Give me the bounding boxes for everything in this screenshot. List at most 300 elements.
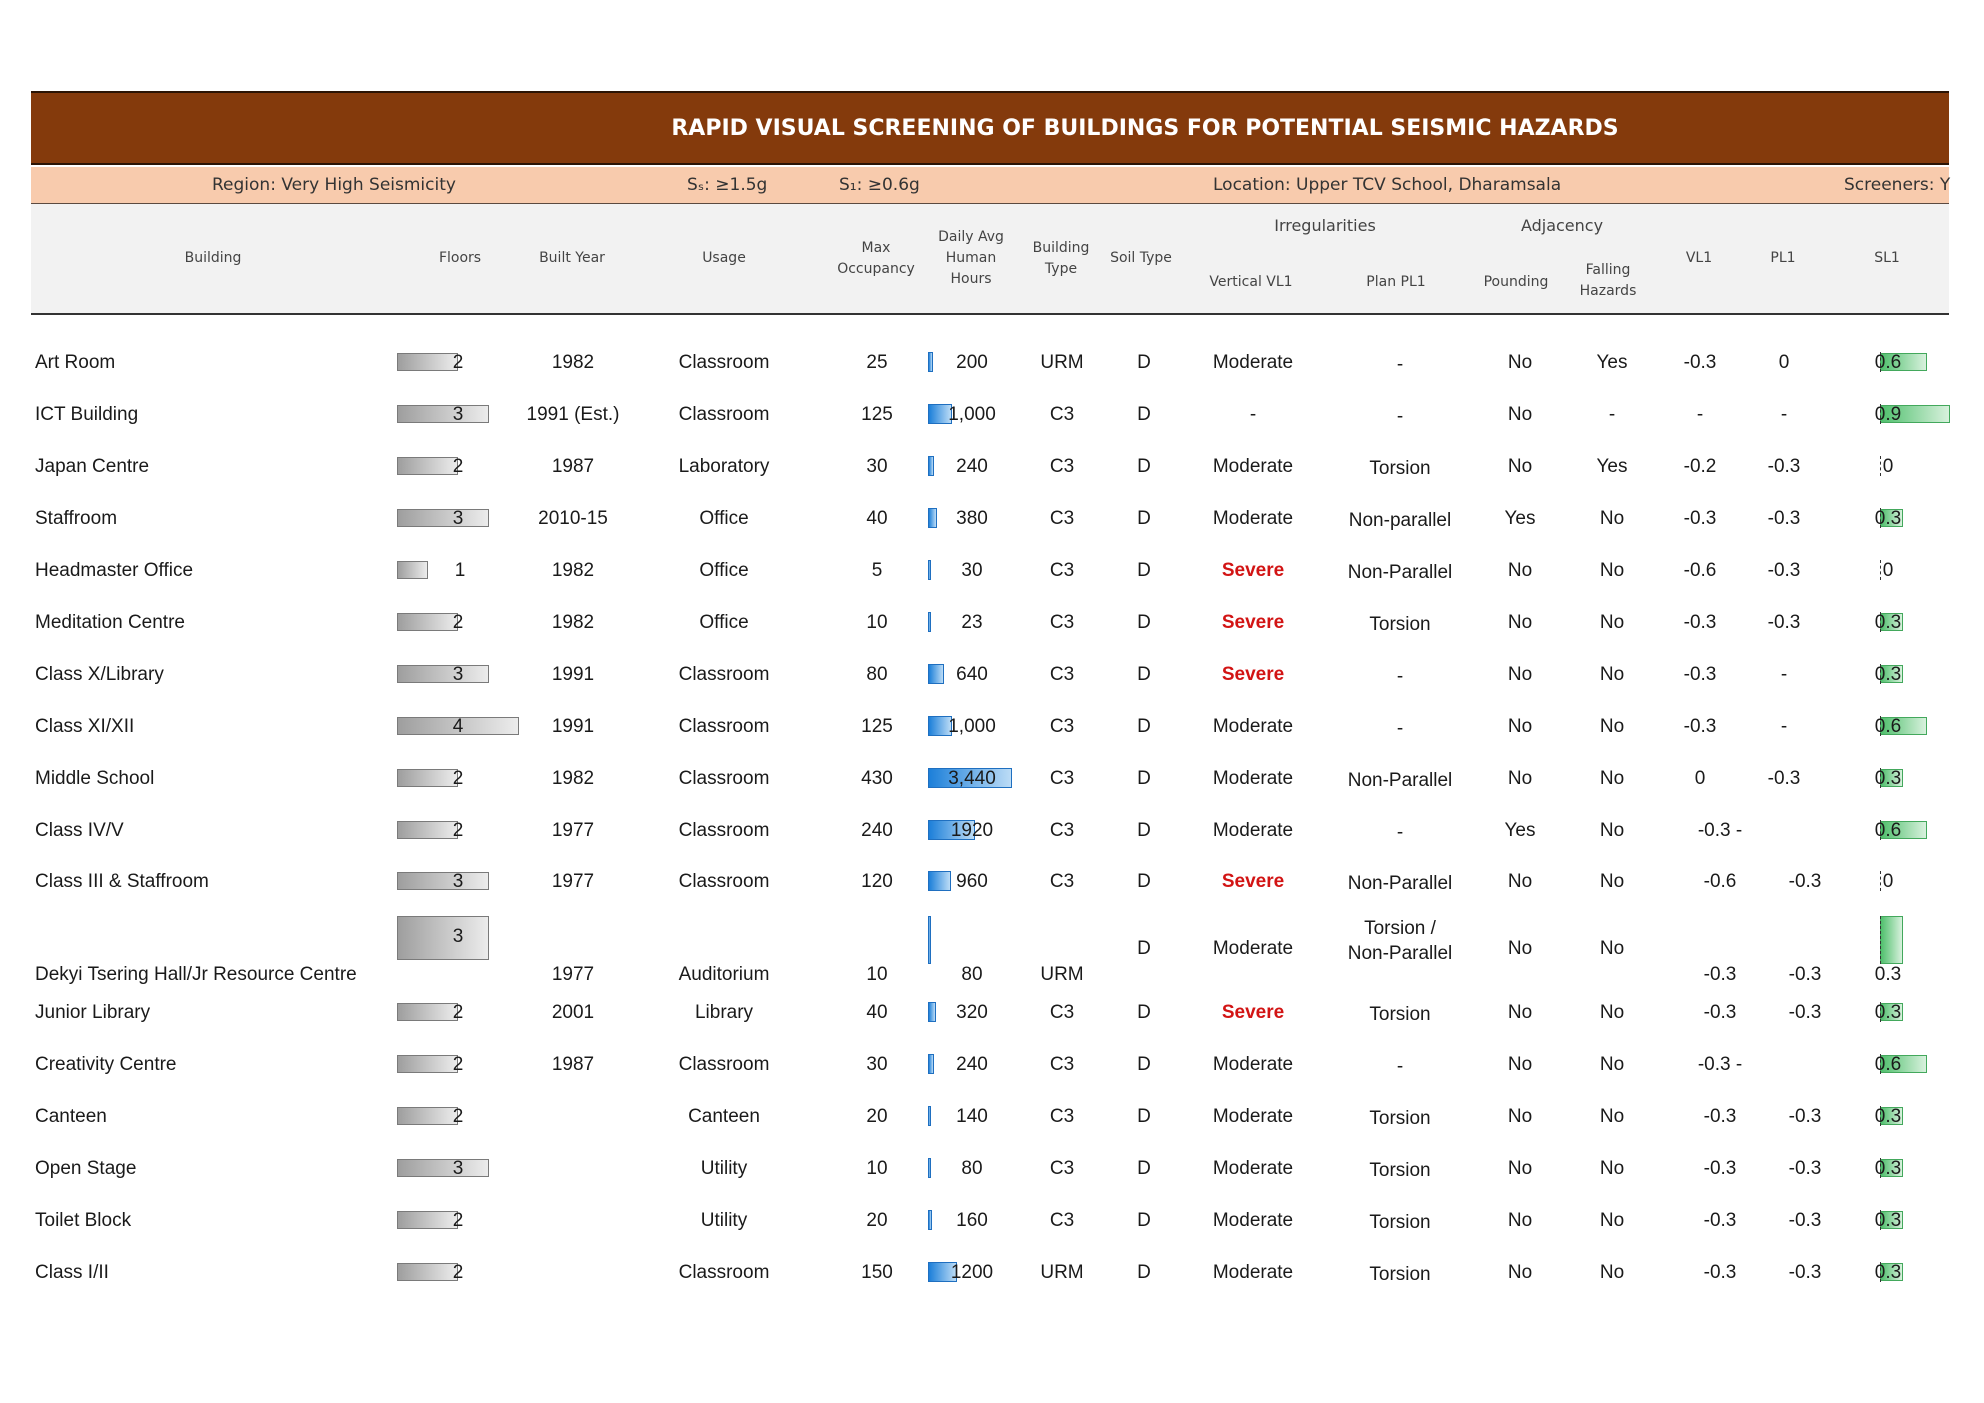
pl1-value: -0.3 [1788, 871, 1822, 892]
header-building: Building [184, 250, 242, 266]
vertical-irregularity: - [1249, 404, 1257, 425]
soil-type: D [1137, 1002, 1151, 1023]
pl1-value: 0 [1778, 352, 1790, 373]
floors-bar [397, 457, 458, 475]
falling-hazards: No [1599, 938, 1625, 959]
table-row [0, 1146, 1984, 1186]
soil-type: D [1137, 938, 1151, 959]
vl1-value: -0.2 [1683, 456, 1717, 477]
pl1-value: - [1780, 404, 1788, 425]
pounding: No [1507, 1262, 1533, 1283]
hours-bar [928, 1002, 936, 1022]
building-type: C3 [1049, 456, 1075, 477]
vl1-value: -0.3 - [1697, 1054, 1743, 1075]
max-occupancy: 430 [861, 768, 893, 789]
screeners-label: Screeners: Y [1844, 175, 1951, 195]
max-occupancy: 30 [866, 1054, 888, 1075]
s1-label: S₁: ≥0.6g [839, 175, 920, 195]
vl1-value: - [1696, 404, 1704, 425]
built-year: 1987 [551, 1054, 595, 1075]
daily-hours: 160 [956, 1210, 988, 1231]
falling-hazards: No [1599, 768, 1625, 789]
usage: Classroom [678, 871, 770, 892]
hours-bar [928, 352, 933, 372]
hours-bar [928, 1158, 931, 1178]
soil-type: D [1137, 404, 1151, 425]
falling-hazards: Yes [1596, 456, 1628, 477]
floors-bar [397, 353, 458, 371]
usage: Office [699, 560, 749, 581]
soil-type: D [1137, 820, 1151, 841]
soil-type: D [1137, 1158, 1151, 1179]
table-row [0, 444, 1984, 484]
plan-irregularity: Torsion [1369, 458, 1431, 479]
pounding: Yes [1504, 820, 1536, 841]
hours-bar [928, 508, 937, 528]
sl1-bar [1880, 916, 1903, 964]
vertical-irregularity: Moderate [1212, 1210, 1294, 1231]
floors-value: 2 [452, 1002, 464, 1023]
vertical-irregularity: Moderate [1212, 1262, 1294, 1283]
header-sl1: SL1 [1874, 250, 1900, 266]
vertical-irregularity: Severe [1221, 560, 1285, 581]
building-name: Japan Centre [35, 456, 150, 477]
floors-bar [397, 665, 489, 683]
info-bar [31, 167, 1949, 204]
building-name: Class XI/XII [35, 716, 135, 737]
pounding: No [1507, 612, 1533, 633]
floors-bar [397, 872, 489, 890]
sl1-value: 0 [1882, 871, 1894, 892]
floors-value: 3 [452, 664, 464, 685]
pounding: No [1507, 716, 1533, 737]
plan-irregularity: Torsion [1369, 1160, 1431, 1181]
floors-value: 2 [452, 820, 464, 841]
daily-hours: 80 [961, 964, 983, 985]
sl1-value: 0.3 [1874, 612, 1902, 633]
max-occupancy: 20 [866, 1210, 888, 1231]
building-name: Meditation Centre [35, 612, 185, 633]
floors-value: 4 [452, 716, 464, 737]
usage: Office [699, 508, 749, 529]
soil-type: D [1137, 456, 1151, 477]
hours-bar [928, 1106, 931, 1126]
header-floors: Floors [438, 250, 482, 266]
max-occupancy: 125 [861, 404, 893, 425]
hours-bar [928, 612, 931, 632]
building-type: C3 [1049, 871, 1075, 892]
pounding: No [1507, 456, 1533, 477]
usage: Utility [700, 1158, 748, 1179]
pounding: No [1507, 664, 1533, 685]
floors-value: 2 [452, 352, 464, 373]
hours-bar [928, 916, 931, 964]
table-row [0, 990, 1984, 1030]
falling-hazards: No [1599, 612, 1625, 633]
building-name: Open Stage [35, 1158, 137, 1179]
header-soil-type: Soil Type [1110, 250, 1172, 266]
sl1-value: 0 [1882, 560, 1894, 581]
vertical-irregularity: Moderate [1212, 508, 1294, 529]
header-usage: Usage [702, 250, 746, 266]
falling-hazards: No [1599, 664, 1625, 685]
header-falling: Falling Hazards [1579, 262, 1637, 299]
building-type: C3 [1049, 1054, 1075, 1075]
pounding: No [1507, 352, 1533, 373]
sl1-value: 0.6 [1874, 716, 1902, 737]
max-occupancy: 30 [866, 456, 888, 477]
vl1-value: -0.3 - [1697, 820, 1743, 841]
falling-hazards: No [1599, 508, 1625, 529]
soil-type: D [1137, 1106, 1151, 1127]
daily-hours: 240 [956, 456, 988, 477]
pl1-value: -0.3 [1767, 612, 1801, 633]
daily-hours: 320 [956, 1002, 988, 1023]
max-occupancy: 150 [861, 1262, 893, 1283]
building-name: Class III & Staffroom [35, 871, 209, 892]
pl1-value: -0.3 [1788, 1158, 1822, 1179]
daily-hours: 3,440 [948, 768, 996, 789]
table-header [31, 204, 1949, 315]
falling-hazards: No [1599, 1106, 1625, 1127]
pounding: Yes [1504, 508, 1536, 529]
vl1-value: -0.3 [1703, 1210, 1737, 1231]
vl1-value: -0.3 [1683, 508, 1717, 529]
vl1-value: -0.3 [1683, 716, 1717, 737]
max-occupancy: 10 [866, 612, 888, 633]
usage: Canteen [688, 1106, 760, 1127]
floors-bar [397, 1107, 458, 1125]
usage: Laboratory [678, 456, 770, 477]
region-label: Region: Very High Seismicity [212, 175, 456, 195]
sl1-value: 0.3 [1874, 1158, 1902, 1179]
header-max-occupancy: Max Occupancy [837, 240, 915, 277]
building-name: Staffroom [35, 508, 118, 529]
header-building-type: Building Type [1032, 240, 1090, 277]
building-type: C3 [1049, 1002, 1075, 1023]
header-adjacency: Adjacency [1520, 216, 1604, 235]
building-name: Class I/II [35, 1262, 109, 1283]
plan-irregularity: Torsion [1369, 1108, 1431, 1129]
daily-hours: 960 [956, 871, 988, 892]
vl1-value: 0 [1694, 768, 1706, 789]
building-type: URM [1040, 1262, 1084, 1283]
max-occupancy: 120 [861, 871, 893, 892]
table-row [0, 808, 1984, 848]
falling-hazards: No [1599, 1002, 1625, 1023]
table-row [0, 652, 1984, 692]
floors-value: 1 [454, 560, 466, 581]
floors-bar [397, 1055, 458, 1073]
built-year: 1977 [551, 964, 595, 985]
built-year: 2010-15 [538, 508, 608, 529]
plan-irregularity: - [1396, 1056, 1404, 1077]
sl1-axis [1880, 560, 1881, 580]
building-type: C3 [1049, 560, 1075, 581]
floors-value: 3 [452, 1158, 464, 1179]
vl1-value: -0.3 [1703, 1158, 1737, 1179]
building-type: C3 [1049, 508, 1075, 529]
table-row [0, 1198, 1984, 1238]
soil-type: D [1137, 1054, 1151, 1075]
hours-bar [928, 560, 931, 580]
pl1-value: -0.3 [1767, 508, 1801, 529]
built-year: 1987 [551, 456, 595, 477]
floors-value: 3 [452, 404, 464, 425]
floors-bar [397, 613, 458, 631]
usage: Office [699, 612, 749, 633]
pounding: No [1507, 404, 1533, 425]
pounding: No [1507, 1158, 1533, 1179]
floors-bar [397, 561, 428, 579]
usage: Classroom [678, 768, 770, 789]
daily-hours: 1,000 [948, 404, 996, 425]
pounding: No [1507, 938, 1533, 959]
falling-hazards: No [1599, 820, 1625, 841]
daily-hours: 30 [961, 560, 983, 581]
table-row [0, 392, 1984, 432]
building-name: Dekyi Tsering Hall/Jr Resource Centre [35, 964, 357, 985]
building-name: Middle School [35, 768, 155, 789]
plan-irregularity: - [1396, 718, 1404, 739]
soil-type: D [1137, 560, 1151, 581]
pounding: No [1507, 1106, 1533, 1127]
building-type: C3 [1049, 716, 1075, 737]
floors-bar [397, 1159, 489, 1177]
soil-type: D [1137, 352, 1151, 373]
header-vl1: VL1 [1685, 250, 1713, 266]
pl1-value: -0.3 [1788, 1262, 1822, 1283]
report-title: RAPID VISUAL SCREENING OF BUILDINGS FOR POTENTIAL SEISMIC HAZARDS [31, 91, 1949, 165]
daily-hours: 1,000 [948, 716, 996, 737]
built-year: 1982 [551, 352, 595, 373]
pl1-value: -0.3 [1788, 1106, 1822, 1127]
pounding: No [1507, 1002, 1533, 1023]
daily-hours: 140 [956, 1106, 988, 1127]
vertical-irregularity: Moderate [1212, 768, 1294, 789]
max-occupancy: 125 [861, 716, 893, 737]
building-type: C3 [1049, 1106, 1075, 1127]
floors-bar [397, 1263, 458, 1281]
vertical-irregularity: Severe [1221, 664, 1285, 685]
usage: Auditorium [678, 964, 770, 985]
vertical-irregularity: Moderate [1212, 820, 1294, 841]
soil-type: D [1137, 871, 1151, 892]
pounding: No [1507, 1054, 1533, 1075]
table-row [0, 756, 1984, 796]
plan-irregularity: Torsion [1369, 614, 1431, 635]
vertical-irregularity: Severe [1221, 612, 1285, 633]
pl1-value: -0.3 [1767, 560, 1801, 581]
header-daily-hours: Daily Avg Human Hours [938, 229, 1004, 287]
plan-irregularity: - [1396, 406, 1404, 427]
vertical-irregularity: Moderate [1212, 1054, 1294, 1075]
soil-type: D [1137, 508, 1151, 529]
building-type: C3 [1049, 404, 1075, 425]
falling-hazards: No [1599, 1158, 1625, 1179]
pl1-value: -0.3 [1767, 768, 1801, 789]
soil-type: D [1137, 664, 1151, 685]
floors-value: 2 [452, 1054, 464, 1075]
sl1-value: 0.3 [1874, 1106, 1902, 1127]
pl1-value: - [1780, 716, 1788, 737]
daily-hours: 1200 [950, 1262, 994, 1283]
vl1-value: -0.3 [1703, 1002, 1737, 1023]
table-row [0, 704, 1984, 744]
vertical-irregularity: Severe [1221, 1002, 1285, 1023]
soil-type: D [1137, 612, 1151, 633]
plan-irregularity: Non-parallel [1348, 510, 1452, 531]
usage: Classroom [678, 404, 770, 425]
plan-irregularity: Non-Parallel [1347, 873, 1453, 894]
vl1-value: -0.6 [1683, 560, 1717, 581]
falling-hazards: No [1599, 871, 1625, 892]
building-name: Creativity Centre [35, 1054, 177, 1075]
sl1-value: 0.6 [1874, 1054, 1902, 1075]
building-type: C3 [1049, 1210, 1075, 1231]
sl1-value: 0.3 [1874, 768, 1902, 789]
table-row [0, 548, 1984, 588]
building-name: ICT Building [35, 404, 139, 425]
plan-irregularity: Torsion [1369, 1004, 1431, 1025]
vl1-value: -0.3 [1683, 612, 1717, 633]
pl1-value: -0.3 [1788, 964, 1822, 985]
floors-bar [397, 1003, 458, 1021]
max-occupancy: 5 [871, 560, 883, 581]
falling-hazards: Yes [1596, 352, 1628, 373]
built-year: 1982 [551, 768, 595, 789]
table-row [0, 600, 1984, 640]
vertical-irregularity: Severe [1221, 871, 1285, 892]
sl1-value: 0.6 [1874, 352, 1902, 373]
building-type: C3 [1049, 612, 1075, 633]
building-type: C3 [1049, 1158, 1075, 1179]
table-row [0, 918, 1984, 985]
usage: Classroom [678, 820, 770, 841]
max-occupancy: 10 [866, 964, 888, 985]
ss-label: Sₛ: ≥1.5g [687, 175, 768, 195]
building-name: Class IV/V [35, 820, 124, 841]
falling-hazards: No [1599, 560, 1625, 581]
built-year: 1991 [551, 664, 595, 685]
floors-bar [397, 405, 489, 423]
plan-irregularity: - [1396, 354, 1404, 375]
pl1-value: -0.3 [1788, 1210, 1822, 1231]
header-plan: Plan PL1 [1366, 274, 1426, 290]
building-type: C3 [1049, 768, 1075, 789]
floors-bar [397, 769, 458, 787]
falling-hazards: No [1599, 716, 1625, 737]
daily-hours: 200 [956, 352, 988, 373]
pl1-value: - [1780, 664, 1788, 685]
floors-value: 2 [452, 1262, 464, 1283]
usage: Classroom [678, 664, 770, 685]
built-year: 2001 [551, 1002, 595, 1023]
vertical-irregularity: Moderate [1212, 352, 1294, 373]
max-occupancy: 10 [866, 1158, 888, 1179]
usage: Utility [700, 1210, 748, 1231]
sl1-axis [1880, 456, 1881, 476]
built-year: 1991 (Est.) [526, 404, 620, 425]
header-built-year: Built Year [539, 250, 605, 266]
soil-type: D [1137, 768, 1151, 789]
building-type: C3 [1049, 820, 1075, 841]
vertical-irregularity: Moderate [1212, 1106, 1294, 1127]
table-row [0, 340, 1984, 380]
built-year: 1991 [551, 716, 595, 737]
built-year: 1977 [551, 820, 595, 841]
sl1-value: 0.6 [1874, 820, 1902, 841]
usage: Library [694, 1002, 754, 1023]
building-name: Headmaster Office [35, 560, 194, 581]
location-label: Location: Upper TCV School, Dharamsala [1213, 175, 1562, 195]
falling-hazards: No [1599, 1054, 1625, 1075]
vl1-value: -0.3 [1703, 964, 1737, 985]
pl1-value: -0.3 [1767, 456, 1801, 477]
table-row [0, 1042, 1984, 1082]
plan-irregularity: Torsion [1369, 1264, 1431, 1285]
vl1-value: -0.3 [1703, 1262, 1737, 1283]
sl1-axis [1880, 916, 1881, 964]
sl1-axis [1880, 871, 1881, 891]
vertical-irregularity: Moderate [1212, 1158, 1294, 1179]
floors-value: 3 [452, 508, 464, 529]
pounding: No [1507, 560, 1533, 581]
building-name: Class X/Library [35, 664, 164, 685]
floors-value: 2 [452, 1210, 464, 1231]
building-type: C3 [1049, 664, 1075, 685]
vertical-irregularity: Moderate [1212, 716, 1294, 737]
daily-hours: 80 [961, 1158, 983, 1179]
floors-value: 2 [452, 1106, 464, 1127]
plan-irregularity: Non-Parallel [1347, 562, 1453, 583]
plan-irregularity: - [1396, 822, 1404, 843]
floors-value: 2 [452, 768, 464, 789]
built-year: 1977 [551, 871, 595, 892]
falling-hazards: - [1608, 404, 1616, 425]
usage: Classroom [678, 352, 770, 373]
pl1-value: -0.3 [1788, 1002, 1822, 1023]
vl1-value: -0.3 [1703, 1106, 1737, 1127]
floors-bar [397, 509, 489, 527]
floors-bar [397, 916, 489, 960]
floors-value: 3 [452, 871, 464, 892]
hours-bar [928, 456, 934, 476]
sl1-value: 0.3 [1874, 1002, 1902, 1023]
sl1-value: 0 [1882, 456, 1894, 477]
building-type: URM [1040, 964, 1084, 985]
table-row [0, 1094, 1984, 1134]
soil-type: D [1137, 716, 1151, 737]
usage: Classroom [678, 1054, 770, 1075]
plan-irregularity: Torsion [1369, 1212, 1431, 1233]
header-vertical: Vertical VL1 [1209, 274, 1293, 290]
plan-irregularity: Non-Parallel [1347, 770, 1453, 791]
vl1-value: -0.3 [1683, 352, 1717, 373]
building-name: Toilet Block [35, 1210, 132, 1231]
header-pounding: Pounding [1483, 274, 1549, 290]
sl1-value: 0.3 [1874, 664, 1902, 685]
hours-bar [928, 1210, 932, 1230]
daily-hours: 1920 [950, 820, 994, 841]
pounding: No [1507, 1210, 1533, 1231]
building-name: Canteen [35, 1106, 107, 1127]
vl1-value: -0.3 [1683, 664, 1717, 685]
built-year: 1982 [551, 612, 595, 633]
plan-irregularity: - [1396, 666, 1404, 687]
vertical-irregularity: Moderate [1212, 456, 1294, 477]
hours-bar [928, 664, 944, 684]
